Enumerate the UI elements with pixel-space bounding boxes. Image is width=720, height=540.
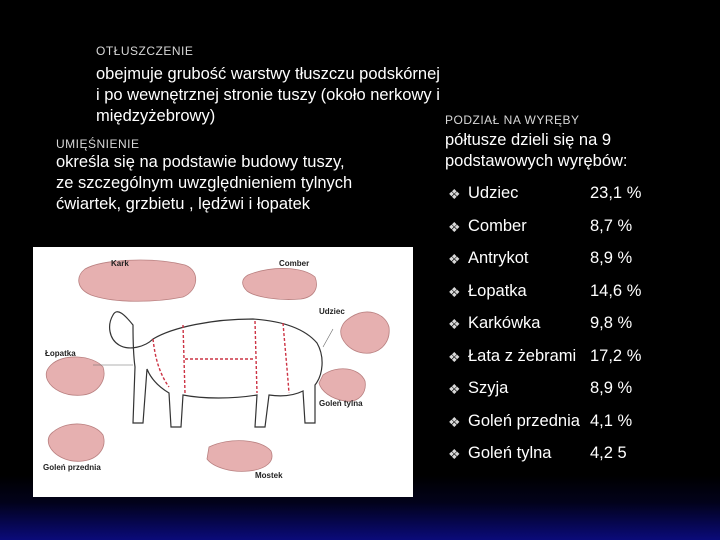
- figure-label-comber: Comber: [279, 259, 310, 268]
- figure-label-golen-przednia: Goleń przednia: [43, 463, 101, 472]
- cuts-description: półtusze dzieli się na 9 podstawowych wyrębów:: [445, 131, 628, 170]
- diamond-bullet-icon: ❖: [448, 316, 461, 332]
- cut-percentage: 8,9 %: [590, 249, 633, 267]
- cut-name: Comber: [468, 216, 527, 235]
- cut-name: Łata z żebrami: [468, 346, 577, 365]
- meat-image-golen-tylna: [319, 369, 365, 402]
- cut-percentage: 8,7 %: [590, 216, 633, 235]
- diamond-bullet-icon: ❖: [448, 348, 461, 365]
- diamond-bullet-icon: ❖: [448, 218, 461, 235]
- diamond-bullet-icon: ❖: [448, 413, 461, 430]
- cut-name: Karkówka: [468, 314, 541, 332]
- cut-name: Udziec: [468, 184, 519, 202]
- meat-image-udziec: [341, 312, 389, 353]
- diamond-bullet-icon: ❖: [448, 283, 461, 300]
- cut-name: Antrykot: [468, 249, 529, 267]
- figure-label-mostek: Mostek: [255, 471, 283, 480]
- diamond-bullet-icon: ❖: [448, 381, 461, 397]
- cut-percentage: 4,2 5: [590, 444, 627, 462]
- fat-description: obejmuje grubość warstwy tłuszczu podskórnej i po wewnętrznej stronie tuszy (około nerkowy i międzyżebrowy): [96, 65, 440, 125]
- meat-image-lopatka: [46, 357, 104, 395]
- cut-name: Goleń przednia: [468, 411, 580, 430]
- diamond-bullet-icon: ❖: [448, 446, 461, 462]
- cut-percentage: 4,1 %: [590, 411, 633, 430]
- figure-label-lopatka: Łopatka: [45, 349, 76, 358]
- cut-name: Goleń tylna: [468, 444, 552, 462]
- cut-percentage: 14,6 %: [590, 281, 642, 300]
- cut-percentage: 9,8 %: [590, 314, 633, 332]
- meat-cut-images: [46, 260, 389, 471]
- diamond-bullet-icon: ❖: [448, 186, 461, 202]
- cut-percentage: 23,1 %: [590, 184, 642, 202]
- cuts-heading: PODZIAŁ NA WYRĘBY: [445, 113, 580, 127]
- carcass-cuts-figure: [33, 247, 413, 497]
- muscle-description: określa się na podstawie budowy tuszy, ze szczególnym uwzględnieniem tylnych ćwiartek, grzbietu , lędźwi i łopatek: [56, 153, 353, 213]
- meat-image-golen-przednia: [48, 424, 104, 461]
- fat-heading: OTŁUSZCZENIE: [96, 44, 194, 58]
- figure-label-udziec: Udziec: [319, 307, 345, 316]
- cut-lines: [153, 321, 289, 393]
- cut-percentage: 8,9 %: [590, 379, 633, 397]
- meat-image-kark: [79, 260, 196, 301]
- meat-image-comber: [243, 268, 317, 299]
- lamb-outline: [110, 312, 322, 427]
- cut-name: Szyja: [468, 379, 509, 397]
- cut-name: Łopatka: [468, 281, 527, 300]
- muscle-heading: UMIĘŚNIENIE: [56, 137, 140, 151]
- figure-label-kark: Kark: [111, 259, 129, 268]
- carcass-diagram: [33, 247, 413, 497]
- meat-image-mostek: [207, 441, 272, 472]
- cut-percentage: 17,2 %: [590, 346, 642, 365]
- figure-label-golen-tylna: Goleń tylna: [319, 399, 363, 408]
- diamond-bullet-icon: ❖: [448, 251, 461, 267]
